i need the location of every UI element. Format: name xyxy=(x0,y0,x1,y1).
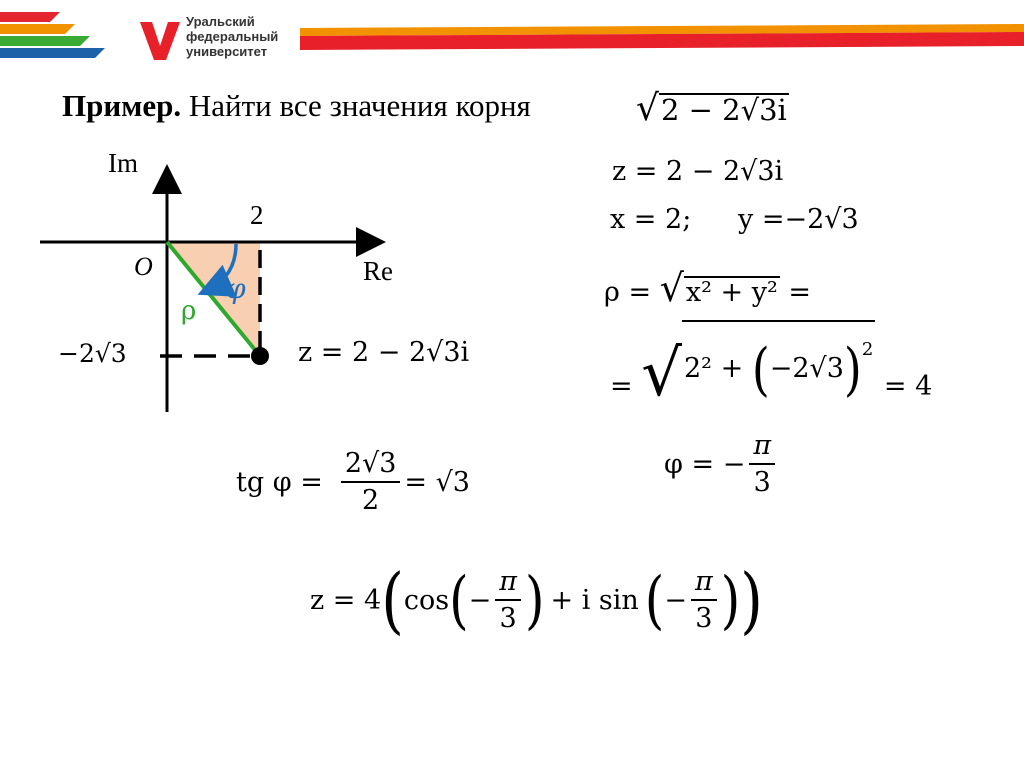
logo-line-2: федеральный xyxy=(186,29,279,44)
final-cos: cos xyxy=(403,584,450,616)
rho-val-lhs: = xyxy=(610,371,633,402)
phi-den: 3 xyxy=(753,467,771,498)
rho-val-rad-a: 2² + xyxy=(684,353,744,384)
eq-y: y =−2√3 xyxy=(738,204,859,235)
rho-val-exp: 2 xyxy=(861,339,874,360)
phi-fraction xyxy=(749,430,775,498)
tg-num: 2√3 xyxy=(344,448,397,479)
final-plus-sin: + i sin xyxy=(550,584,639,616)
rho-val-rhs: = 4 xyxy=(883,371,933,402)
rho-def-rhs: = xyxy=(788,277,812,308)
final-frac-1 xyxy=(495,566,521,634)
rho-def-radicand: x² + y² xyxy=(685,277,778,308)
phi-num: π xyxy=(753,430,772,461)
final-cos-paren-open: ( xyxy=(449,563,469,637)
axis-re-label: Re xyxy=(363,256,393,286)
rho-label: ρ xyxy=(181,296,197,326)
x-value-label: 2 xyxy=(250,200,264,230)
final-minus-2: − xyxy=(664,584,687,616)
title-bold: Пример. xyxy=(62,88,182,123)
logo-line-1: Уральский xyxy=(186,14,255,29)
final-sin-paren-open: ( xyxy=(644,563,665,637)
final-frac-2 xyxy=(691,566,717,634)
final-den-1: 3 xyxy=(499,603,517,634)
final-cos-paren-close: ) xyxy=(524,563,545,637)
eq-tg xyxy=(236,448,470,516)
eq-phi xyxy=(664,430,779,498)
origin-label: O xyxy=(134,252,153,281)
eq-rho-val: = $√2^2 + (-2√3)^2 = 4$ xyxy=(610,320,932,411)
point-z xyxy=(251,347,269,365)
logo-line-3: университет xyxy=(186,44,268,59)
final-paren-open: ( xyxy=(381,557,404,643)
final-lhs: z = 4 xyxy=(310,584,382,616)
title-text: Найти все значения корня xyxy=(188,88,531,123)
eq-z: z = 2 − 2√3i xyxy=(612,156,784,187)
tg-den: 2 xyxy=(362,485,380,516)
phi-lhs: φ = − xyxy=(664,448,746,480)
tg-lhs: tg φ = xyxy=(236,466,323,498)
title-radical: √2 − 2√3i xyxy=(636,88,787,129)
rho-val-radicand-wrap: $2^2 + (-2√3)^2$ xyxy=(682,320,875,392)
tg-fraction xyxy=(341,448,401,516)
final-num-2: π xyxy=(694,566,713,597)
rho-def-lhs: ρ = xyxy=(604,277,652,308)
title-radicand: 2 − 2√3i xyxy=(660,93,787,127)
final-minus-1: − xyxy=(468,584,492,616)
final-paren-close: ) xyxy=(740,557,763,643)
final-den-2: 3 xyxy=(695,603,713,634)
eq-final xyxy=(310,557,763,643)
eq-x: x = 2; xyxy=(610,204,692,235)
eq-rho-def: ρ = √x² + y² = xyxy=(604,266,812,310)
phi-label: φ xyxy=(226,272,246,305)
point-z-label: z = 2 − 2√3i xyxy=(298,337,470,368)
tg-rhs: = √3 xyxy=(404,466,470,498)
y-value-label: −2√3 xyxy=(58,339,127,368)
final-num-1: π xyxy=(499,566,517,597)
axis-im-label: Im xyxy=(108,148,138,178)
rho-val-rad-b: −2√3 xyxy=(769,353,844,384)
final-sin-paren-close: ) xyxy=(720,563,741,637)
